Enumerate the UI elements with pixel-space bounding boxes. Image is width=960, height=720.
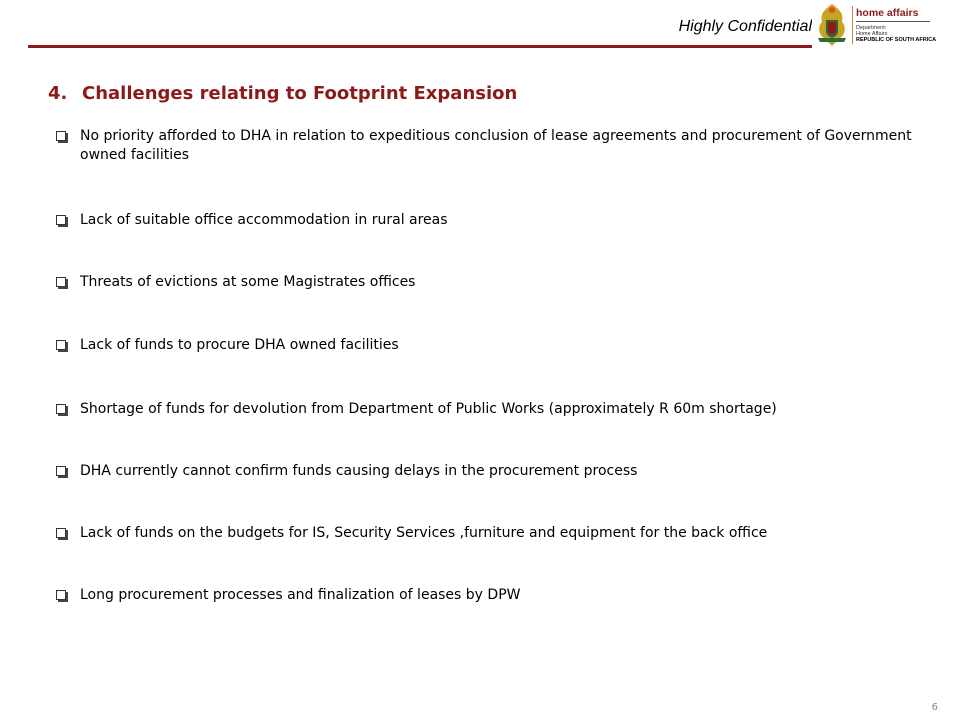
list-item: [56, 336, 916, 355]
logo-line-2: Home Affairs: [856, 31, 888, 37]
list-item-text: Lack of funds to procure DHA owned facilities: [80, 337, 399, 353]
list-item-text: Lack of suitable office accommodation in rural areas: [80, 212, 448, 228]
checkbox-bullet-icon: [56, 528, 66, 538]
confidential-label: Highly Confidential: [678, 18, 812, 35]
title-text: Challenges relating to Footprint Expansion: [82, 83, 518, 104]
checkbox-bullet-icon: [56, 131, 66, 141]
list-item: [56, 127, 916, 165]
checkbox-bullet-icon: [56, 466, 66, 476]
page-title: [48, 83, 517, 104]
home-affairs-logo: [812, 2, 952, 48]
list-item: [56, 273, 916, 292]
list-item-text: Shortage of funds for devolution from Department of Public Works (approximately R 60m shortage): [80, 401, 777, 417]
checkbox-bullet-icon: [56, 590, 66, 600]
list-item: [56, 462, 916, 481]
list-item: [56, 211, 916, 230]
title-number: 4.: [48, 83, 68, 104]
list-item-text: Threats of evictions at some Magistrates offices: [80, 274, 416, 290]
checkbox-bullet-icon: [56, 215, 66, 225]
list-item-text: DHA currently cannot confirm funds causing delays in the procurement process: [80, 463, 638, 479]
page-number: 6: [931, 702, 938, 713]
coat-of-arms-icon: [814, 2, 850, 48]
checkbox-bullet-icon: [56, 340, 66, 350]
checkbox-bullet-icon: [56, 277, 66, 287]
logo-brand: home affairs: [856, 7, 919, 19]
logo-line-1: Department:: [856, 25, 887, 31]
checkbox-bullet-icon: [56, 404, 66, 414]
list-item: [56, 400, 916, 419]
list-item-text: Long procurement processes and finalization of leases by DPW: [80, 587, 521, 603]
list-item: [56, 586, 916, 605]
list-item-text: Lack of funds on the budgets for IS, Security Services ,furniture and equipment for the back office: [80, 525, 768, 541]
list-item: [56, 524, 916, 543]
header-rule: [28, 45, 938, 48]
list-item-text: No priority afforded to DHA in relation to expeditious conclusion of lease agreements and procurement of Government owned facilities: [80, 128, 912, 163]
logo-line-3: REPUBLIC OF SOUTH AFRICA: [856, 37, 937, 43]
